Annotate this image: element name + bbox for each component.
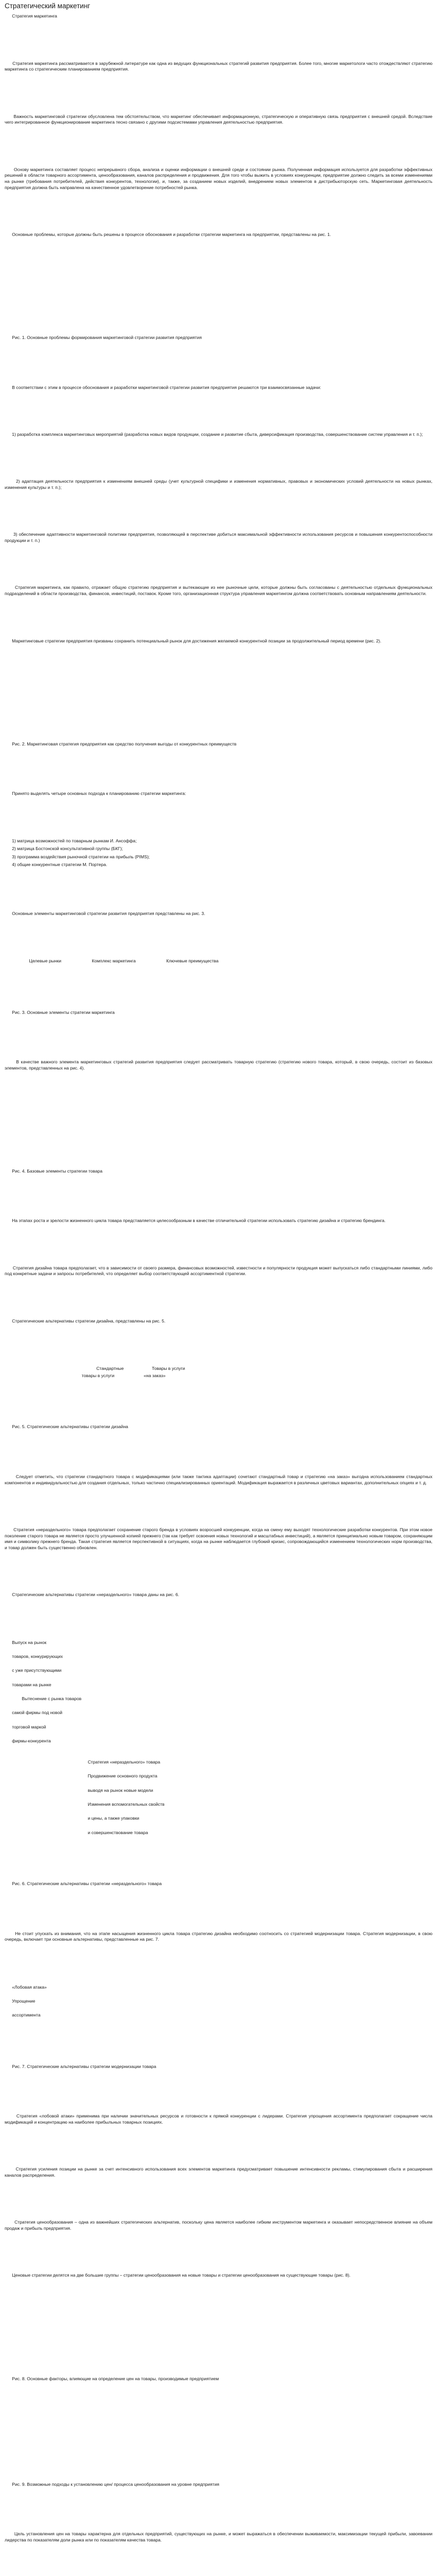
figure-caption: Рис. 1. Основные проблемы формирования маркетинговой стратегии развития предприятия (5, 335, 202, 341)
paragraph: Стратегические альтернативы стратегии «нераздельного» товара даны на рис. 6. (5, 1592, 179, 1598)
list-item: 3) программа воздействия рыночной стратегии на прибыль (PIMS); (5, 854, 150, 859)
list-item: 4) общие конкурентные стратегии М. Портера. (5, 862, 108, 868)
paragraph: Основные элементы маркетинговой стратегии развития предприятия представлены на рис. 3. (5, 910, 205, 916)
paragraph: Принято выделять четыре основных подхода к планированию стратегии маркетинга: (5, 791, 186, 796)
figure-caption: Рис. 6. Стратегические альтернативы стратегии «нераздельного» товара (5, 1881, 162, 1887)
figure-placeholder (5, 1112, 432, 1131)
paragraph: Ценовые стратегии делятся на две большие группы – стратегии ценообразования на новые товары и стратегии ценообразования на существующие товары (рис. 8). (5, 2273, 351, 2278)
paragraph: 2) адаптация деятельности предприятия к изменениям внешней среды (учет культурной специфики и изменения нормативных, правовых и экономических условий деятельности на новых рынках, изменения культуры и т. п.); (5, 479, 434, 490)
figure-content: Целевые рынки Комплекс маркетинга Ключевые преимущества (5, 958, 219, 964)
page-title: Стратегический маркетинг (5, 2, 91, 10)
figure-content: Стандартные Товары в услуги товары в услуги «на заказ» (81, 1366, 185, 1378)
paragraph: Важность маркетинговой стратегии обусловлена тем обстоятельством, что маркетинг обеспечивает информационную, стратегическую и оперативную связь предприятия с внешней средой. Вследствие чего интегрированное функционирование маркетинга тесно связано с другими подсистемами управления деятельностью предприятия. (5, 113, 434, 125)
figure-placeholder (5, 685, 432, 704)
paragraph: Стратегия маркетинга (5, 13, 57, 19)
figure-placeholder (5, 2320, 432, 2338)
paragraph: Не стоит упускать из внимания, что на этапе насыщения жизненного цикла товара стратегию дизайна необходимо соотносить со стратегией модернизации товара. Стратегия модернизации, в свою очередь, включает три основные альтернативы, представленные на рис. 7. (5, 1930, 434, 1942)
numbered-list (5, 838, 432, 868)
paragraph: Основные проблемы, которые должны быть решены в процессе обоснования и разработки стратегии маркетинга на предприятии, представлены на рис. 1. (5, 231, 332, 237)
figure-placeholder (5, 279, 432, 297)
figure-content: Выпуск на рынок товаров, конкурирующих с уже присутствующими товарами на рынке Вытеснение с рынка товаров самой фирмы под новой торговой маркой фирмы-конкурента Стратегия «нераздельного» товара Продвижение основного продукта выводя на рынок новые модели Изменения вспомогательных свойств и цены, а также упаковки и совершенствование товара (12, 1639, 165, 1835)
figure-caption: Рис. 3. Основные элементы стратегии маркетинга (5, 1009, 115, 1015)
document-body (5, 13, 432, 2576)
paragraph: Стратегия «лобовой атаки» применима при наличии значительных ресурсов и готовности к прямой конкуренции с лидерами. Стратегия упрощения ассортимента предполагает сокращение числа модификаций и концентрацию на наиболее прибыльных товарных позициях. (5, 2113, 434, 2125)
paragraph: На этапах роста и зрелости жизненного цикла товара представляется целесообразным в качестве отличительной стратегии использовать стратегию дизайна и стратегию брендинга. (5, 1218, 386, 1224)
paragraph: Стратегия усиления позиции на рынке за счет интенсивного использования всех элементов маркетинга предусматривает повышение интенсивности рекламы, стимулирования сбыта и расширения каналов распределения. (5, 2166, 434, 2178)
paragraph: Основу маркетинга составляет процесс непрерывного сбора, анализа и оценки информации о внешней среде и состоянии рынка. Полученная информация используется для разработки эффективных решений в области товарного ассортимента, ценообразования, каналов распределения и продвижения. Для того чтобы выжить в условиях конкуренции, предприятие должно следить за всеми изменениями на рынке (требования потребителей, действия конкурентов, технологии), и, также, за созданием новых изделий, внедрением новых элементов в дистрибьюторскую сеть. Маркетинговая деятельность предприятия должна быть направлена на качественное удовлетворение потребностей рынка. (5, 166, 434, 190)
paragraph: Стратегия дизайна товара предполагает, что в зависимости от своего размера, финансовых возможностей, известности и популярности продукция может выпускаться либо стандартными линиями, либо под конкретные задачи и запросы потребителей, что определяет выбор соответствующей ассортиментной стратегии. (5, 1265, 434, 1277)
figure-caption: Рис. 7. Стратегические альтернативы стратегии модернизации товара (5, 2063, 156, 2069)
paragraph: В качестве важного элемента маркетинговых стратегий развития предприятия следует рассматривать товарную стратегию (стратегию нового товара, который, в свою очередь, состоит из базовых элементов, представленных на рис. 4). (5, 1059, 434, 1071)
figure-caption: Рис. 9. Возможные подходы к установлению цен/ процесса ценообразования на уровне предприятия (5, 2481, 219, 2487)
figure-caption: Рис. 4. Базовые элементы стратегии товара (5, 1168, 102, 1174)
list-item: 1) матрица возможностей по товарным рынкам И. Ансоффа; (5, 838, 137, 843)
paragraph: В соответствии с этим в процессе обоснования и разработки маркетинговой стратегии развития предприятия решаются три взаимосвязанные задачи: (5, 384, 321, 390)
paragraph: Стратегия маркетинга рассматривается в зарубежной литературе как одна из ведущих функциональных стратегий развития предприятия. Более того, многие маркетологи часто отождествляют стратегию маркетинга со стратегическим планированием предприятия. (5, 60, 434, 72)
paragraph: Стратегические альтернативы стратегии дизайна, представлены на рис. 5. (5, 1318, 166, 1324)
paragraph: 1) разработка комплекса маркетинговых мероприятий (разработка новых видов продукции, создание и развитие сбыта, диверсификация производства, совершенствование систем управления и т. п.); (5, 432, 423, 437)
figure-caption: Рис. 5. Стратегические альтернативы стратегии дизайна (5, 1424, 128, 1430)
list-item: 2) матрица Бостонской консультативной группы (БКГ); (5, 846, 123, 852)
figure-content: «Лобовая атака» Упрощение ассортимента (12, 1984, 47, 2018)
paragraph: Стратегия маркетинга, как правило, отражает общую стратегию предприятия и вытекающие из нее рыночные цели, которые должны быть согласованы с деятельностью отдельных функциональных подразделений в области производства, финансов, инвестиций, поставок. Кроме того, организационная структура управления маркетингом должна соответствовать основным направлениям деятельности. (5, 585, 434, 597)
paragraph: Стратегия ценообразования – одна из важнейших стратегических альтернатив, поскольку цена является наиболее гибким инструментом маркетинга и оказывает непосредственное влияние на объем продаж и прибыль предприятия. (5, 2219, 434, 2231)
paragraph: Маркетинговые стратегии предприятия призваны сохранить потенциальный рынок для достижения желаемой конкурентной позиции за продолжительный период времени (рис. 2). (5, 638, 381, 643)
figure-caption: Рис. 2. Маркетинговая стратегия предприятия как средство получения выгоды от конкурентных преимуществ (5, 741, 237, 747)
paragraph: Цель установления цен на товары характерна для отдельных предприятий, существующих на рынке, и может выражаться в обеспечении выживаемости, максимизации текущей прибыли, завоевании лидерства по показателям доли рынка или по показателям качества товара. (5, 2531, 434, 2543)
paragraph: Следует отметить, что стратегии стандартного товара с модификациями (или также тактика адаптации) сочетают стандартный товар и стратегию «на заказ» выгодна использованием стандартных компонентов и индивидуальностью для создания отдельных, только частично специализированных ориентаций. Модификация выражается в различных цветовых вариантах, дополнительных опциях и т. д. (5, 1473, 434, 1485)
figure-caption: Рис. 8. Основные факторы, влияющие на определение цен на товары, производимые предприятием (5, 2376, 219, 2381)
paragraph: 3) обеспечение адаптивности маркетинговой политики предприятия, позволяющей в перспективе добиться максимальной эффективности использования ресурсов и повышения конкурентоспособности продукции и т. п.) (5, 532, 434, 544)
paragraph: Стратегия «нераздельного» товара предполагает сохранение старого бренда в условиях возросшей конкуренции, когда на смену ему выходят технологические разработки конкурентов. При этом новое поколение старого товара не является просто улучшенной копией прежнего (так как требует освоения новых технологий и масштабных инвестиций), а является принципиально новым товаром, сохраняющим имя и символику прежнего бренда. Такая стратегия является перспективной в ситуациях, когда на рынке наблюдается глубокий кризис, сопровождающийся изменением технологических норм производства, и товар должен быть существенно обновлен. (5, 1527, 434, 1550)
figure-placeholder (5, 2426, 432, 2444)
